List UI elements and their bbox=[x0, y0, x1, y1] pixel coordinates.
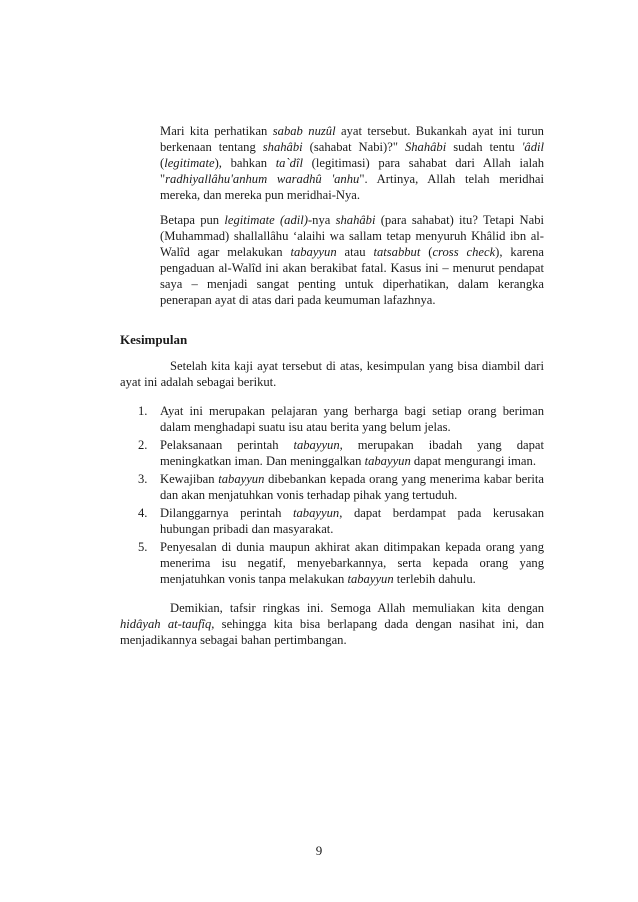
text: ayat tersebut. Bukankah ayat ini turun berkenaan tentang bbox=[160, 124, 544, 154]
text: ), bahkan bbox=[214, 156, 276, 170]
section-heading: Kesimpulan bbox=[120, 332, 188, 347]
text: terlebih dahulu. bbox=[393, 572, 476, 586]
list-text bbox=[160, 505, 544, 537]
text: Betapa pun bbox=[160, 213, 225, 227]
list-text bbox=[160, 539, 544, 587]
text: (sahabat Nabi)?" bbox=[302, 140, 405, 154]
list-item bbox=[138, 505, 544, 537]
italic-term: shahâbi bbox=[335, 213, 376, 227]
list-item bbox=[138, 471, 544, 503]
italic-term: cross check bbox=[432, 245, 496, 259]
italic-term: tabayyun bbox=[290, 245, 337, 259]
italic-term: ta`dîl bbox=[275, 156, 303, 170]
list-number: 2. bbox=[138, 438, 148, 452]
italic-term: hidâyah at-taufîq bbox=[120, 617, 212, 631]
list-number: 4. bbox=[138, 506, 148, 520]
italic-term: Shahâbi bbox=[404, 140, 447, 154]
text: sudah tentu bbox=[446, 140, 522, 154]
text: (para sahabat) itu? Tetapi Nabi (Muhammad) shallallâhu ‘alaihi wa sallam tetap menyuruh Khâlid ibn al-Walîd agar melakukan bbox=[160, 213, 544, 259]
italic-term: shahâbi bbox=[262, 140, 303, 154]
italic-term: legitimate (adil) bbox=[224, 213, 308, 227]
list-item bbox=[138, 403, 544, 435]
italic-term: tabayyun bbox=[347, 572, 394, 586]
page-number: 9 bbox=[315, 843, 323, 858]
text: ), karena pengaduan al-Walîd ini akan berakibat fatal. Kasus ini – menurut pendapat saya – menjadi sangat penting untuk diperhatikan, dalam kerangka penerapan ayat di atas dari pada keumuman lafazhnya. bbox=[160, 245, 544, 307]
italic-term: sabab nuzûl bbox=[272, 124, 336, 138]
paragraph-sabab-nuzul bbox=[160, 123, 544, 203]
list-item bbox=[138, 437, 544, 469]
text: Mari kita perhatikan bbox=[160, 124, 273, 138]
italic-term: tabayyun, bbox=[293, 438, 343, 452]
text: Ayat ini merupakan pelajaran yang berharga bagi setiap orang beriman dalam menghadapi suatu isu atau berita yang belum jelas. bbox=[160, 404, 544, 434]
list-number: 3. bbox=[138, 472, 148, 486]
paragraph-intro: Setelah kita kaji ayat tersebut di atas, kesimpulan yang bisa diambil dari ayat ini adalah sebagai berikut. bbox=[120, 359, 544, 389]
text: ( bbox=[160, 156, 165, 170]
italic-term: radhiyallâhu'anhum waradhû 'anhu bbox=[165, 172, 360, 186]
conclusion-list bbox=[138, 403, 544, 589]
text: dibebankan kepada orang yang menerima kabar berita dan akan menjatuhkan vonis terhadap pihak yang tertuduh. bbox=[160, 472, 544, 502]
italic-term: tabayyun bbox=[218, 472, 265, 486]
list-text bbox=[160, 403, 544, 435]
italic-term: tabayyun bbox=[364, 454, 411, 468]
text: Demikian, tafsir ringkas ini. Semoga Allah memuliakan kita dengan bbox=[170, 601, 544, 615]
italic-term: 'âdil bbox=[521, 140, 544, 154]
list-item bbox=[138, 539, 544, 587]
text: atau bbox=[336, 245, 374, 259]
text: ( bbox=[420, 245, 433, 259]
text: Penyesalan di dunia maupun akhirat akan ditimpakan kepada orang yang menerima isu negatif, menyebarkannya, serta kepada orang yang menjatuhkan vonis tanpa melakukan bbox=[160, 540, 544, 586]
text: , dapat berdampat pada kerusakan hubungan pribadi dan masyarakat. bbox=[160, 506, 544, 536]
italic-term: tatsabbut bbox=[373, 245, 421, 259]
paragraph-legitimate bbox=[160, 212, 544, 308]
list-text bbox=[160, 437, 544, 469]
italic-term: tabayyun bbox=[293, 506, 340, 520]
italic-term: legitimate bbox=[164, 156, 215, 170]
text: dapat mengurangi iman. bbox=[410, 454, 536, 468]
text: Dilanggarnya perintah bbox=[160, 506, 294, 520]
text: Kewajiban bbox=[160, 472, 219, 486]
text: merupakan ibadah yang dapat meningkatkan iman. Dan meninggalkan bbox=[160, 438, 544, 468]
text: -nya bbox=[307, 213, 336, 227]
text: ". Artinya, Allah telah meridhai mereka, dan mereka pun meridhai-Nya. bbox=[160, 172, 544, 202]
list-number: 5. bbox=[138, 540, 148, 554]
list-text bbox=[160, 471, 544, 503]
paragraph-closing bbox=[120, 600, 544, 648]
text: (legitimasi) para sahabat dari Allah ialah " bbox=[160, 156, 544, 186]
text: , sehingga kita bisa berlapang dada dengan nasihat ini, dan menjadikannya sebagai bahan pertimbangan. bbox=[120, 617, 544, 647]
text: Pelaksanaan perintah bbox=[160, 438, 294, 452]
list-number: 1. bbox=[138, 404, 148, 418]
